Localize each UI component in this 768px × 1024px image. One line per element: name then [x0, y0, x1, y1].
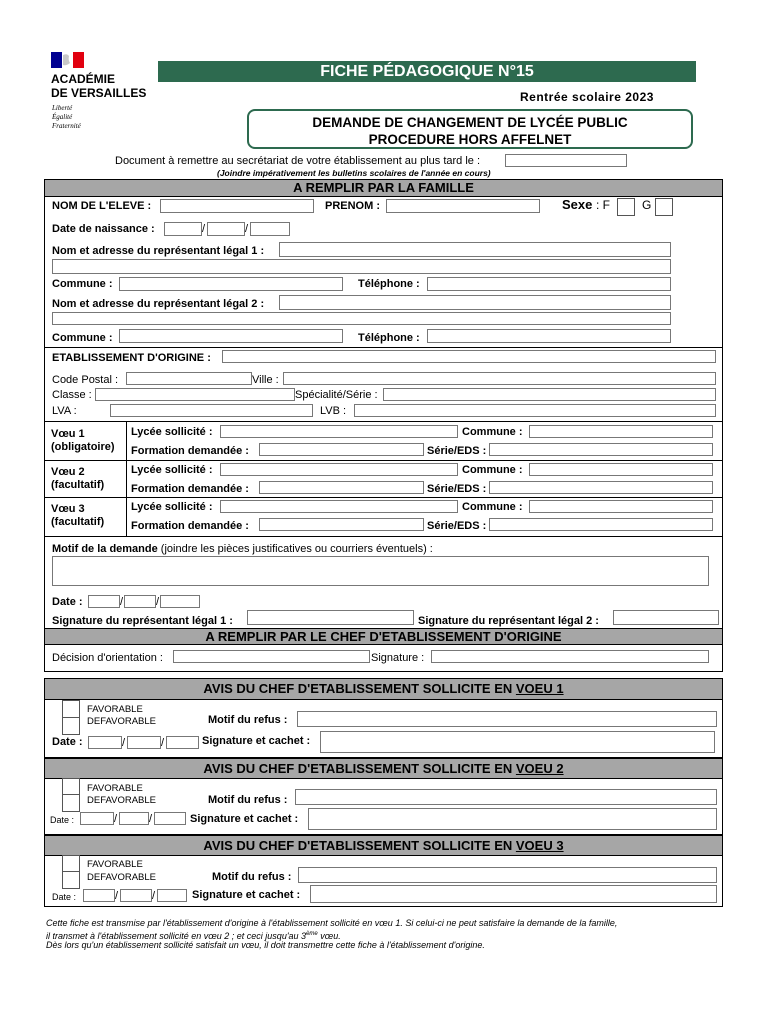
rep2-commune-field[interactable]: [119, 329, 343, 343]
avis-voeu3-date-month[interactable]: [120, 889, 152, 902]
avis-voeu1-favorable-label: FAVORABLE: [87, 704, 143, 715]
voeux-column-divider: [126, 421, 127, 536]
decision-orientation-field[interactable]: [173, 650, 370, 663]
voeu-2-lycee-label: Lycée sollicité :: [131, 464, 213, 476]
date-naissance-day[interactable]: [164, 222, 202, 236]
avis-voeu1-date-day[interactable]: [88, 736, 122, 749]
voeu-2-commune-label: Commune :: [462, 464, 523, 476]
lvb-label: LVB :: [320, 405, 347, 417]
avis-voeu1-date-year[interactable]: [166, 736, 199, 749]
voeu-1-commune-field[interactable]: [529, 425, 713, 438]
famille-section-bar: [45, 180, 722, 197]
motif-label: [52, 543, 433, 556]
footer-line-2b: vœu.: [317, 931, 341, 941]
academie-logo: [48, 52, 148, 134]
sexe-g-label: G: [642, 198, 652, 212]
demande-title-1: DEMANDE DE CHANGEMENT DE LYCÉE PUBLIC: [312, 115, 628, 130]
footer-line-3: Dès lors qu'un établissement sollicité satisfait un vœu, il doit transmettre cette fiche à l'établissement d'origine.: [46, 940, 485, 950]
avis-voeu1-motif-field[interactable]: [297, 711, 717, 727]
prenom-field[interactable]: [386, 199, 540, 213]
devise-egalite: Égalité: [52, 113, 73, 121]
rep1-name-field[interactable]: [279, 242, 671, 257]
voeu-3-serie-field[interactable]: [489, 518, 713, 531]
avis-voeu3-favorable-label: FAVORABLE: [87, 859, 143, 870]
rep2-name-field[interactable]: [279, 295, 671, 310]
rep1-commune-field[interactable]: [119, 277, 343, 291]
footer-line-1: Cette fiche est transmise par l'établissement d'origine à l'établissement sollicité en vœu 1. Si celui-ci ne peut satisfaire la demande de la famille,: [46, 918, 618, 928]
voeu-1-formation-field[interactable]: [259, 443, 424, 456]
avis-voeu1-title-voeu: VOEU 1: [515, 681, 564, 696]
avis-voeu2-date-label: Date :: [50, 815, 75, 825]
avis-voeu3-title-voeu: VOEU 3: [515, 838, 564, 853]
divider: [45, 421, 722, 422]
joindre-bulletins-text: (Joindre impérativement les bulletins scolaires de l'année en cours): [217, 168, 491, 178]
ville-label: Ville :: [252, 374, 279, 386]
rep2-label: Nom et adresse du représentant légal 2 :: [52, 298, 265, 310]
voeu-2-serie-field[interactable]: [489, 481, 713, 494]
deadline-field[interactable]: [505, 154, 627, 167]
etab-origine-label: ETABLISSEMENT D'ORIGINE :: [52, 352, 211, 364]
voeu-3-title: Vœu 3: [51, 503, 85, 515]
code-postal-field[interactable]: [126, 372, 252, 385]
marianne-icon: [51, 52, 85, 68]
sexe-f-checkbox[interactable]: [617, 198, 635, 216]
etab-origine-field[interactable]: [222, 350, 716, 363]
date-day-field[interactable]: [88, 595, 120, 608]
avis-voeu3-defavorable-checkbox[interactable]: [62, 871, 80, 889]
rep1-label: Nom et adresse du représentant légal 1 :: [52, 245, 265, 257]
avis-voeu3-date-year[interactable]: [157, 889, 187, 902]
chef-origine-signature-field[interactable]: [431, 650, 709, 663]
footer-line-2a: il transmet à l'établissement sollicité en vœu 2 ; et ceci jusqu'au 3: [46, 931, 307, 941]
avis-voeu1-title-prefix: AVIS DU CHEF D'ETABLISSEMENT SOLLICITE EN: [203, 681, 516, 696]
avis-voeu2-date-year[interactable]: [154, 812, 186, 825]
avis-voeu2-defavorable-checkbox[interactable]: [62, 794, 80, 812]
voeu-1-lycee-label: Lycée sollicité :: [131, 426, 213, 438]
rep2-telephone-label: Téléphone :: [358, 332, 420, 344]
avis-voeu2-defavorable-label: DEFAVORABLE: [87, 795, 156, 806]
rep2-commune-label: Commune :: [52, 332, 113, 344]
specialite-field[interactable]: [383, 388, 716, 401]
avis-voeu2-favorable-label: FAVORABLE: [87, 783, 143, 794]
avis-voeu1-bar: [45, 679, 722, 700]
devise-fraternite: Fraternité: [52, 122, 81, 130]
nom-eleve-label: NOM DE L'ELEVE :: [52, 200, 152, 212]
avis-voeu3-defavorable-label: DEFAVORABLE: [87, 872, 156, 883]
avis-voeu1-date-month[interactable]: [127, 736, 161, 749]
date-naissance-label: Date de naissance :: [52, 223, 155, 235]
footer-line-2-sup: ème: [306, 931, 318, 937]
voeu-2-formation-field[interactable]: [259, 481, 424, 494]
avis-voeu3-motif-label: Motif du refus :: [212, 871, 292, 883]
rep2-address-field[interactable]: [52, 312, 671, 325]
avis-voeu2-motif-label: Motif du refus :: [208, 794, 288, 806]
date-separator: /: [120, 596, 124, 608]
voeu-3-lycee-label: Lycée sollicité :: [131, 501, 213, 513]
voeu-2-lycee-field[interactable]: [220, 463, 458, 476]
demande-title-2: PROCEDURE HORS AFFELNET: [368, 132, 572, 147]
date-month-field[interactable]: [124, 595, 156, 608]
divider: [45, 460, 722, 461]
voeu-3-commune-label: Commune :: [462, 501, 523, 513]
voeu-3-commune-field[interactable]: [529, 500, 713, 513]
avis-voeu2-signature-field[interactable]: [308, 808, 717, 830]
sexe-label: Sexe: [562, 197, 593, 212]
nom-eleve-field[interactable]: [160, 199, 314, 213]
rep1-commune-label: Commune :: [52, 278, 113, 290]
lva-label: LVA :: [52, 405, 77, 417]
prenom-label: PRENOM :: [325, 200, 380, 212]
date-naissance-year[interactable]: [250, 222, 290, 236]
decision-orientation-label: Décision d'orientation :: [52, 652, 163, 664]
fiche-title-bar: [158, 61, 696, 82]
motif-label-rest: (joindre les pièces justificatives ou courriers éventuels) :: [157, 543, 433, 555]
rep1-telephone-field[interactable]: [427, 277, 671, 291]
date-separator: /: [149, 813, 153, 825]
date-separator: /: [156, 596, 160, 608]
date-naissance-month[interactable]: [207, 222, 245, 236]
date-separator: /: [114, 813, 118, 825]
date-year-field[interactable]: [160, 595, 200, 608]
voeu-1-commune-label: Commune :: [462, 426, 523, 438]
avis-voeu3-date-label: Date :: [52, 892, 77, 902]
sig-rep1-field[interactable]: [247, 610, 414, 625]
fiche-title: FICHE PÉDAGOGIQUE N°15: [320, 63, 534, 80]
voeu-3-formation-field[interactable]: [259, 518, 424, 531]
date-separator: /: [122, 737, 126, 749]
avis-voeu1-defavorable-checkbox[interactable]: [62, 717, 80, 735]
divider: [45, 536, 722, 537]
voeu-2-serie-label: Série/EDS :: [427, 483, 487, 495]
voeu-2-sub: (facultatif): [51, 479, 105, 491]
avis-voeu2-title-voeu: VOEU 2: [515, 761, 564, 776]
avis-voeu1-signature-label: Signature et cachet :: [202, 735, 311, 747]
rentree-scolaire: Rentrée scolaire 2023: [520, 90, 654, 104]
sig-rep2-label: Signature du représentant légal 2 :: [418, 615, 599, 627]
avis-voeu3-date-day[interactable]: [83, 889, 115, 902]
avis-voeu1-signature-field[interactable]: [320, 731, 715, 753]
divider: [45, 497, 722, 498]
specialite-label: Spécialité/Série :: [295, 389, 378, 401]
sexe-f-label: : F: [596, 198, 610, 212]
voeu-3-sub: (facultatif): [51, 516, 105, 528]
voeu-3-formation-label: Formation demandée :: [131, 520, 249, 532]
voeu-3-serie-label: Série/EDS :: [427, 520, 487, 532]
date-separator: /: [161, 737, 165, 749]
lva-field[interactable]: [110, 404, 313, 417]
document-deadline-text: Document à remettre au secrétariat de votre établissement au plus tard le :: [115, 155, 481, 167]
devise-liberte: Liberté: [52, 104, 73, 112]
motif-textarea[interactable]: [52, 556, 709, 586]
avis-voeu2-signature-label: Signature et cachet :: [190, 813, 299, 825]
avis-voeu1-motif-label: Motif du refus :: [208, 714, 288, 726]
academie-name-2: DE VERSAILLES: [51, 86, 147, 100]
rep1-address-field[interactable]: [52, 259, 671, 274]
voeu-2-formation-label: Formation demandée :: [131, 483, 249, 495]
voeu-1-serie-label: Série/EDS :: [427, 445, 487, 457]
avis-voeu3-title-prefix: AVIS DU CHEF D'ETABLISSEMENT SOLLICITE EN: [203, 838, 516, 853]
classe-label: Classe :: [52, 389, 92, 401]
avis-voeu2-bar: [45, 759, 722, 779]
ville-field[interactable]: [283, 372, 716, 385]
code-postal-label: Code Postal :: [52, 374, 119, 386]
avis-voeu1-favorable-checkbox[interactable]: [62, 700, 80, 718]
avis-voeu2-date-month[interactable]: [119, 812, 149, 825]
voeu-3-lycee-field[interactable]: [220, 500, 458, 513]
demande-box: [247, 109, 693, 149]
voeu-1-formation-label: Formation demandée :: [131, 445, 249, 457]
academie-name-1: ACADÉMIE: [51, 72, 116, 86]
date-separator: /: [245, 223, 249, 235]
avis-voeu3-signature-label: Signature et cachet :: [192, 889, 301, 901]
avis-voeu3-signature-field[interactable]: [310, 885, 717, 903]
voeu-2-title: Vœu 2: [51, 466, 85, 478]
sig-rep2-field[interactable]: [613, 610, 719, 625]
date-separator: /: [152, 890, 156, 902]
classe-field[interactable]: [95, 388, 295, 401]
date-label: Date :: [52, 596, 83, 608]
avis-voeu2-title-prefix: AVIS DU CHEF D'ETABLISSEMENT SOLLICITE EN: [203, 761, 516, 776]
chef-origine-title: A REMPLIR PAR LE CHEF D'ETABLISSEMENT D'ORIGINE: [205, 629, 562, 644]
avis-voeu2-date-day[interactable]: [80, 812, 114, 825]
voeu-1-lycee-field[interactable]: [220, 425, 458, 438]
sexe-g-checkbox[interactable]: [655, 198, 673, 216]
sig-rep1-label: Signature du représentant légal 1 :: [52, 615, 233, 627]
chef-origine-signature-label: Signature :: [371, 652, 425, 664]
chef-origine-bar: [45, 628, 722, 645]
avis-voeu2-motif-field[interactable]: [295, 789, 717, 805]
divider: [45, 347, 722, 348]
voeu-1-title: Vœu 1: [51, 428, 85, 440]
avis-voeu1-date-label: Date :: [52, 736, 83, 748]
rep1-telephone-label: Téléphone :: [358, 278, 420, 290]
voeu-1-serie-field[interactable]: [489, 443, 713, 456]
avis-voeu3-bar: [45, 836, 722, 856]
avis-voeu1-defavorable-label: DEFAVORABLE: [87, 716, 156, 727]
motif-label-bold: Motif de la demande: [52, 543, 158, 555]
date-separator: /: [115, 890, 119, 902]
date-separator: /: [202, 223, 206, 235]
avis-voeu3-motif-field[interactable]: [298, 867, 717, 883]
famille-section-title: A REMPLIR PAR LA FAMILLE: [293, 180, 474, 195]
voeu-1-sub: (obligatoire): [51, 441, 115, 453]
rep2-telephone-field[interactable]: [427, 329, 671, 343]
voeu-2-commune-field[interactable]: [529, 463, 713, 476]
lvb-field[interactable]: [354, 404, 716, 417]
